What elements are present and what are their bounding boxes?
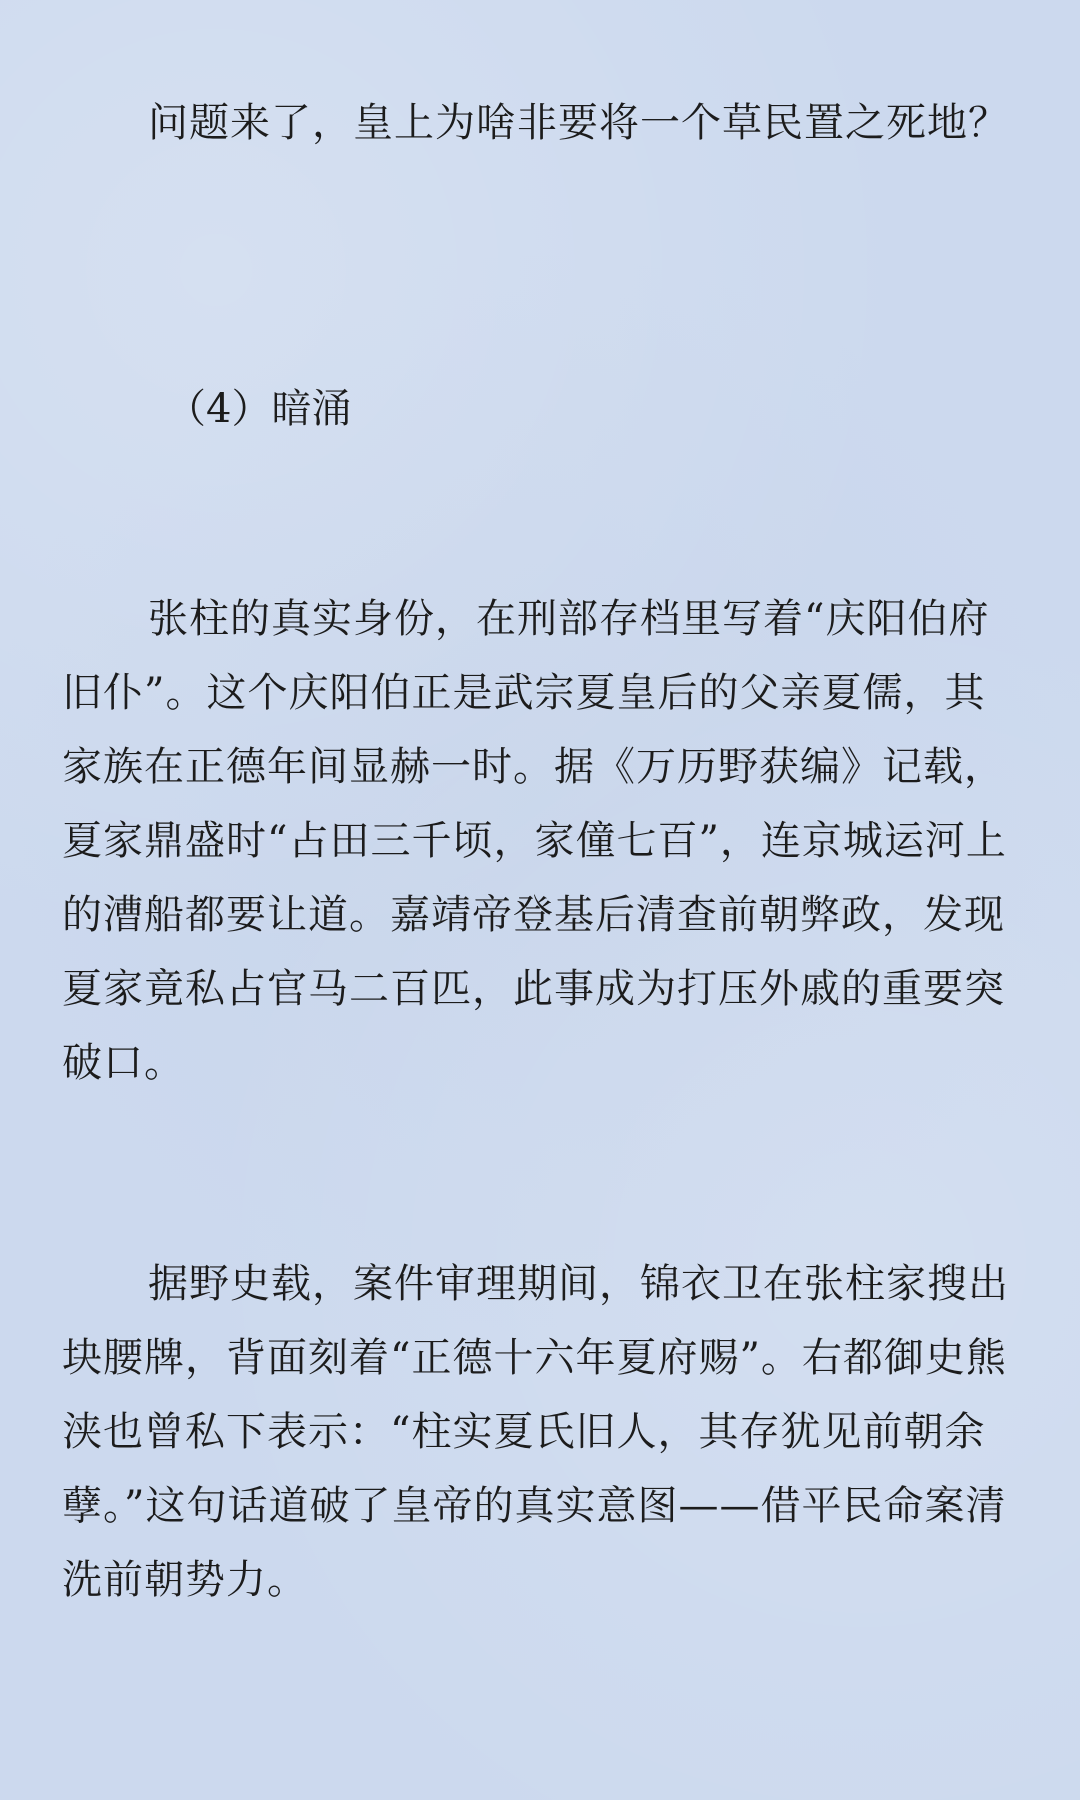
- paragraph-identity: 张柱的真实身份，在刑部存档里写着“庆阳伯府旧仆”。这个庆阳伯正是武宗夏皇后的父亲夏儒，其家族在正德年间显赫一时。据《万历野获编》记载，夏家鼎盛时“占田三千顷，家僮七百”，连京城运河上的漕船都要让道。嘉靖帝登基后清查前朝弊政，发现夏家竟私占官马二百匹，此事成为打压外戚的重要突破口。: [62, 596, 1007, 1086]
- section-heading: （4）暗涌: [166, 386, 352, 432]
- paragraph-question: 问题来了，皇上为啥非要将一个草民置之死地？: [148, 100, 1009, 146]
- paragraph-evidence: 据野史载，案件审理期间，锦衣卫在张柱家搜出块腰牌，背面刻着“正德十六年夏府赐”。右都御史熊浃也曾私下表示：“柱实夏氏旧人，其存犹见前朝余孽。”这句话道破了皇帝的真实意图——借平民命案清洗前朝势力。: [62, 1261, 1009, 1603]
